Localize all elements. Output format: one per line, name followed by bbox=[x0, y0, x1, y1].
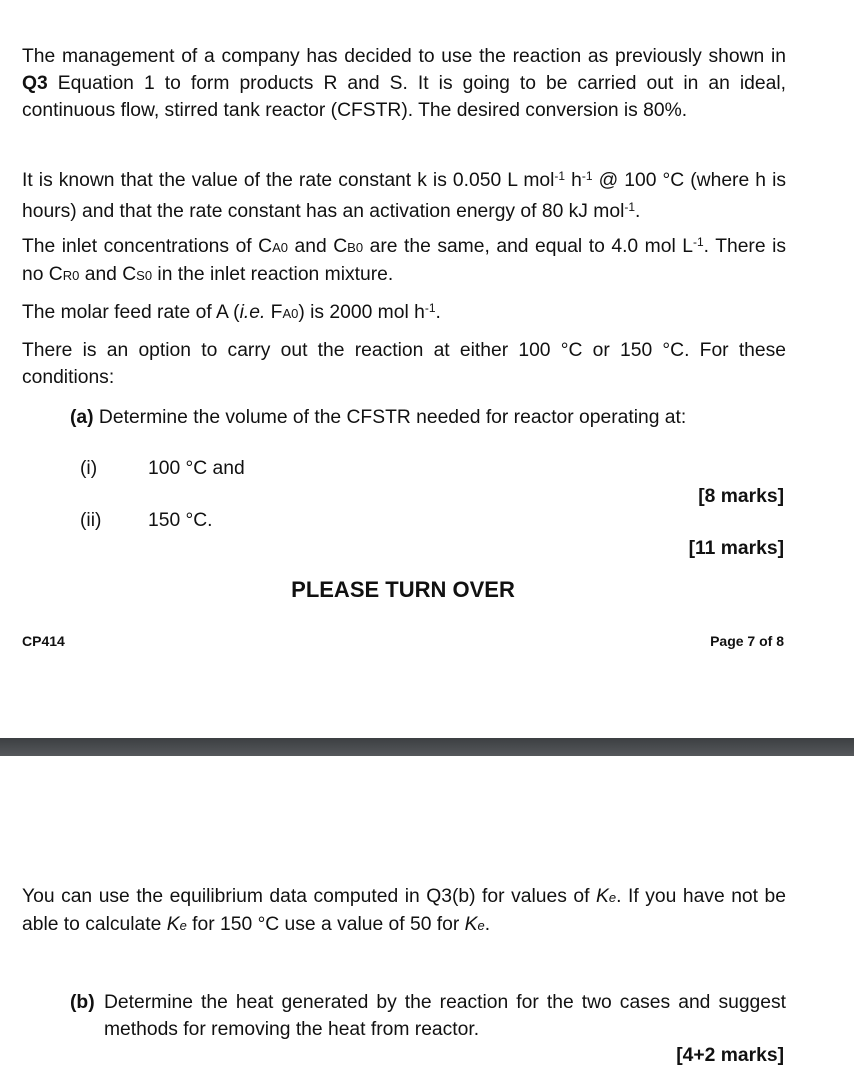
question-text: Determine the heat generated by the reaction for the two cases and suggest methods for removing the heat from reactor. bbox=[104, 992, 786, 1040]
item-number: (i) bbox=[80, 458, 98, 479]
feed-rate-paragraph bbox=[22, 295, 786, 327]
subscript: A0 bbox=[272, 240, 289, 255]
inlet-paragraph bbox=[22, 229, 786, 289]
subscript: B0 bbox=[347, 240, 364, 255]
marks: [8 marks] bbox=[698, 486, 784, 507]
text: The molar feed rate of A ( bbox=[22, 302, 240, 323]
intro-paragraph bbox=[22, 43, 786, 124]
subscript: A0 bbox=[282, 306, 299, 321]
text: in the inlet reaction mixture. bbox=[152, 264, 394, 285]
superscript: -1 bbox=[693, 235, 704, 249]
text: The inlet concentrations of C bbox=[22, 236, 273, 257]
conditions-paragraph: There is an option to carry out the reaction at either 100 °C or 150 °C. For these conditions: bbox=[22, 340, 786, 388]
superscript: -1 bbox=[581, 169, 593, 183]
symbol: K bbox=[464, 914, 478, 935]
subscript: e bbox=[179, 918, 187, 933]
course-code: CP414 bbox=[22, 633, 65, 649]
question-ref: Q3 bbox=[22, 73, 48, 94]
rate-constant-paragraph bbox=[22, 163, 786, 225]
text: The management of a company has decided to use the reaction as previously shown in bbox=[22, 46, 786, 67]
text: and C bbox=[288, 236, 348, 257]
text: . bbox=[484, 914, 491, 935]
subscript: S0 bbox=[136, 268, 153, 283]
page-separator bbox=[0, 738, 854, 756]
marks: [11 marks] bbox=[688, 538, 784, 559]
marks: [4+2 marks] bbox=[676, 1045, 784, 1066]
text: are the same, and equal to 4.0 mol L bbox=[363, 236, 693, 257]
text: Equation 1 to form products R and S. It is going to be carried out in an ideal, continuous flow, stirred tank reactor (CFSTR). The desired conversion is 80%. bbox=[22, 73, 786, 121]
text: ) is 2000 mol h bbox=[298, 302, 425, 323]
text: for 150 °C use a value of 50 for bbox=[186, 914, 465, 935]
subscript: e bbox=[477, 918, 485, 933]
item-number: (ii) bbox=[80, 510, 102, 531]
superscript: -1 bbox=[624, 200, 636, 214]
text: and C bbox=[79, 264, 137, 285]
text: It is known that the value of the rate constant k is 0.050 L mol bbox=[22, 170, 555, 191]
text: i.e. bbox=[239, 302, 266, 323]
item-text: 100 °C and bbox=[148, 458, 245, 479]
question-label: (b) bbox=[70, 992, 95, 1013]
text: . If you have not be able to calculate bbox=[22, 886, 786, 935]
question-label: (a) bbox=[70, 407, 94, 428]
item-text: 150 °C. bbox=[148, 510, 213, 531]
text: . bbox=[635, 201, 641, 222]
subscript: R0 bbox=[62, 268, 80, 283]
symbol: K bbox=[166, 914, 180, 935]
superscript: -1 bbox=[554, 169, 566, 183]
page-number: Page 7 of 8 bbox=[710, 633, 784, 649]
subscript: e bbox=[608, 890, 617, 905]
text: . bbox=[435, 302, 441, 323]
equilibrium-paragraph bbox=[22, 883, 786, 939]
text: @ 100 °C (where h is hours) and that the rate constant has an activation energy of 80 kJ mol bbox=[22, 170, 786, 222]
question-text: Determine the volume of the CFSTR needed for reactor operating at: bbox=[93, 407, 687, 428]
symbol: K bbox=[595, 886, 609, 907]
question-a bbox=[70, 404, 686, 431]
turn-over-notice: PLEASE TURN OVER bbox=[291, 577, 515, 602]
text: . There is no C bbox=[22, 236, 787, 285]
text: F bbox=[265, 302, 283, 323]
superscript: -1 bbox=[424, 301, 436, 315]
text: h bbox=[565, 170, 582, 191]
text: You can use the equilibrium data computed in Q3(b) for values of bbox=[22, 886, 596, 907]
